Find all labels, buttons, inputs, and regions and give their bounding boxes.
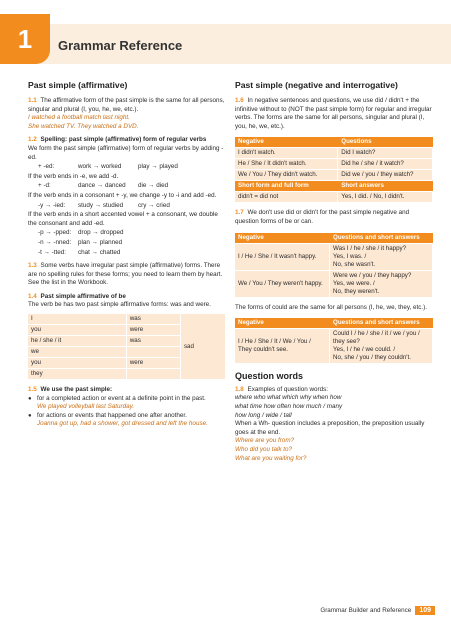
- could-table: [235, 317, 433, 364]
- table-cell: Did he / she / it watch?: [338, 159, 433, 169]
- cell-line: Yes, I / he / we could. /: [333, 346, 396, 354]
- table-cell: He / She / It didn't watch.: [235, 159, 338, 169]
- rule-example: play → played: [138, 163, 178, 171]
- section-number: 1.3: [28, 262, 37, 270]
- table-row: [235, 271, 433, 297]
- section-1-4: [28, 293, 226, 380]
- left-column: [28, 80, 226, 434]
- subject-cell: they: [28, 369, 127, 379]
- could-text: The forms of could are the same for all persons (I, he, we, they, etc.).: [235, 303, 428, 311]
- column-header: Negative: [235, 137, 338, 147]
- table-cell: We / You / They didn't watch.: [235, 170, 338, 180]
- question-words-heading: Question words: [235, 371, 304, 382]
- rule-example: work → worked: [78, 163, 122, 171]
- bullet-item: [28, 395, 226, 412]
- section-1-3: [28, 262, 226, 288]
- footer-label: Grammar Builder and Reference: [320, 607, 412, 614]
- section-number: 1.4: [28, 292, 37, 300]
- cell-line: No, they weren't.: [333, 287, 380, 295]
- section-text: When a Wh- question includes a preposition, the preposition usually goes at the end.: [235, 420, 425, 436]
- spelling-rule: [28, 229, 226, 238]
- example-sentence: Who did you talk to?: [235, 445, 293, 453]
- table-row: [235, 329, 433, 363]
- section-text: We don't use did or didn't for the past simple negative and question forms of be or can.: [235, 209, 410, 225]
- section-heading-affirmative: Past simple (affirmative): [28, 80, 128, 90]
- be-negative-table: [235, 232, 433, 298]
- table-cell: We / You / They weren't happy.: [235, 271, 330, 297]
- section-text: In negative sentences and questions, we use did / didn't + the infinitive without to (NOT the past simple form) for regular and irregular verbs. The forms are the same for all persons, singular and plural (I, you, he, we, etc.).: [235, 97, 432, 130]
- spelling-rule: [28, 182, 226, 191]
- cell-line: No, she / you / they couldn't.: [333, 354, 411, 362]
- section-1-5: [28, 386, 226, 429]
- verb-cell: were: [127, 325, 181, 335]
- verb-cell: was: [127, 336, 181, 346]
- subject-cell: I: [28, 314, 127, 324]
- page-number: 109: [415, 606, 435, 615]
- table-cell: Did we / you / they watch?: [338, 170, 433, 180]
- column-header: Questions and short answers: [330, 318, 433, 328]
- question-word-list: how long / wide / tall: [235, 411, 292, 419]
- section-1-2: [28, 136, 226, 257]
- rule-example: dance → danced: [78, 182, 126, 190]
- example-sentence: She watched TV. They watched a DVD.: [28, 122, 139, 130]
- example-sentence: What are you waiting for?: [235, 454, 307, 462]
- page-title: Grammar Reference: [58, 38, 183, 53]
- rule-text: If the verb ends in -e, we add -d.: [28, 172, 119, 180]
- column-header: Negative: [235, 318, 330, 328]
- rule-example: die → died: [138, 182, 169, 190]
- spelling-rule: [28, 202, 226, 211]
- spelling-rule: [28, 163, 226, 172]
- rule-ending: + -d:: [38, 182, 51, 190]
- table-row: [235, 192, 433, 202]
- section-title: Past simple affirmative of be: [40, 292, 126, 300]
- table-row: [235, 148, 433, 158]
- spelling-rule: [28, 249, 226, 258]
- cell-line: No, she wasn't.: [333, 260, 376, 268]
- rule-text: If the verb ends in a consonant + -y, we change -y to -i and add -ed.: [28, 191, 217, 199]
- section-heading-negative-interrogative: Past simple (negative and interrogative): [235, 80, 398, 90]
- section-number: 1.8: [235, 385, 244, 393]
- cell-line: Yes, I was. /: [333, 252, 367, 260]
- subject-cell: he / she / it: [28, 336, 127, 346]
- rule-ending: -t → -tted:: [38, 248, 66, 256]
- section-1-1: [28, 97, 226, 131]
- rule-example: drop → dropped: [78, 229, 124, 237]
- rule-example: cry → cried: [138, 201, 170, 209]
- unit-number-badge: 1: [0, 14, 50, 64]
- verb-cell: [127, 347, 181, 357]
- table-row: [28, 314, 226, 324]
- table-cell: [330, 329, 433, 363]
- section-text: We form the past simple (affirmative) form of regular verbs by adding -ed.: [28, 144, 224, 161]
- rule-text: If the verb ends in a short accented vowel + a consonant, we double the consonant and add -ed.: [28, 211, 218, 227]
- rule-ending: -p → -pped:: [38, 229, 72, 237]
- table-row: [235, 170, 433, 180]
- section-text: The verb be has two past simple affirmative forms: was and were.: [28, 301, 211, 309]
- table-cell: [330, 271, 433, 297]
- verb-cell: were: [127, 358, 181, 368]
- table-cell: I / He / She / It wasn't happy.: [235, 244, 330, 270]
- rule-example: chat → chatted: [78, 248, 121, 256]
- table-header-row: [235, 233, 433, 243]
- table-header-row: [235, 137, 433, 147]
- table-cell: Yes, I did. / No, I didn't.: [338, 192, 433, 202]
- column-header: Questions: [338, 137, 433, 147]
- section-1-8: [235, 386, 433, 463]
- table-cell: I / He / She / It / We / You / They couldn't see.: [235, 329, 330, 363]
- column-header: Negative: [235, 233, 330, 243]
- rule-example: plan → planned: [78, 238, 123, 246]
- example-sentence: Joanna got up, had a shower, got dressed and left the house.: [37, 420, 208, 428]
- rule-ending: -y → -ied:: [38, 201, 66, 209]
- example-sentence: Where are you from?: [235, 437, 295, 445]
- column-header: Short form and full form: [235, 181, 338, 191]
- verb-cell: was: [127, 314, 181, 324]
- question-word-list: what time how often how much / many: [235, 402, 343, 410]
- section-title: Spelling: past simple (affirmative) form of regular verbs: [40, 136, 207, 144]
- section-number: 1.2: [28, 136, 37, 144]
- section-1-6: [235, 97, 433, 131]
- cell-line: Could I / he / she / it / we / you / they see?: [333, 330, 420, 346]
- verb-cell: [127, 369, 181, 379]
- section-text: Some verbs have irregular past simple (affirmative) forms. There are no spelling rules for these forms; you need to learn them by heart. See the list in the Workbook.: [28, 262, 223, 287]
- table-cell: [330, 244, 433, 270]
- example-sentence: I watched a football match last night.: [28, 114, 130, 122]
- right-column: [235, 80, 433, 468]
- did-table: [235, 136, 433, 203]
- bullet-text: for a completed action or event at a definite point in the past.: [37, 394, 206, 402]
- cell-line: Were we / you / they happy?: [333, 271, 412, 279]
- adjective-cell: sad: [181, 314, 226, 379]
- table-header-row: [235, 318, 433, 328]
- example-sentence: We played volleyball last Saturday.: [37, 403, 135, 411]
- section-number: 1.7: [235, 209, 244, 217]
- section-title: We use the past simple:: [40, 386, 113, 394]
- rule-ending: -n → -nned:: [38, 238, 72, 246]
- table-row: [235, 159, 433, 169]
- section-1-7: [235, 209, 433, 226]
- subject-cell: you: [28, 358, 127, 368]
- section-number: 1.6: [235, 97, 244, 104]
- bullet-item: [28, 412, 226, 429]
- cell-line: Yes, we were. /: [333, 279, 375, 287]
- section-number: 1.1: [28, 97, 37, 104]
- table-header-row: [235, 181, 433, 191]
- table-row: [235, 244, 433, 270]
- spelling-rule: [28, 239, 226, 248]
- page-footer: [320, 606, 435, 615]
- section-title: Examples of question words:: [247, 385, 329, 393]
- column-header: Short answers: [338, 181, 433, 191]
- table-cell: Did I watch?: [338, 148, 433, 158]
- bullet-text: for actions or events that happened one after another.: [37, 411, 187, 419]
- section-number: 1.5: [28, 386, 37, 394]
- rule-example: study → studied: [78, 201, 124, 209]
- cell-line: Was I / he / she / it happy?: [333, 244, 407, 252]
- section-text: The affirmative form of the past simple is the same for all persons, singular and plural (I, you, he, we, etc.).: [28, 97, 225, 113]
- table-cell: didn't = did not: [235, 192, 338, 202]
- be-table: [28, 313, 226, 380]
- rule-ending: + -ed:: [38, 163, 55, 171]
- subject-cell: you: [28, 325, 127, 335]
- table-cell: I didn't watch.: [235, 148, 338, 158]
- question-word-list: where who what which why when how: [235, 394, 342, 402]
- column-header: Questions and short answers: [330, 233, 433, 243]
- subject-cell: we: [28, 347, 127, 357]
